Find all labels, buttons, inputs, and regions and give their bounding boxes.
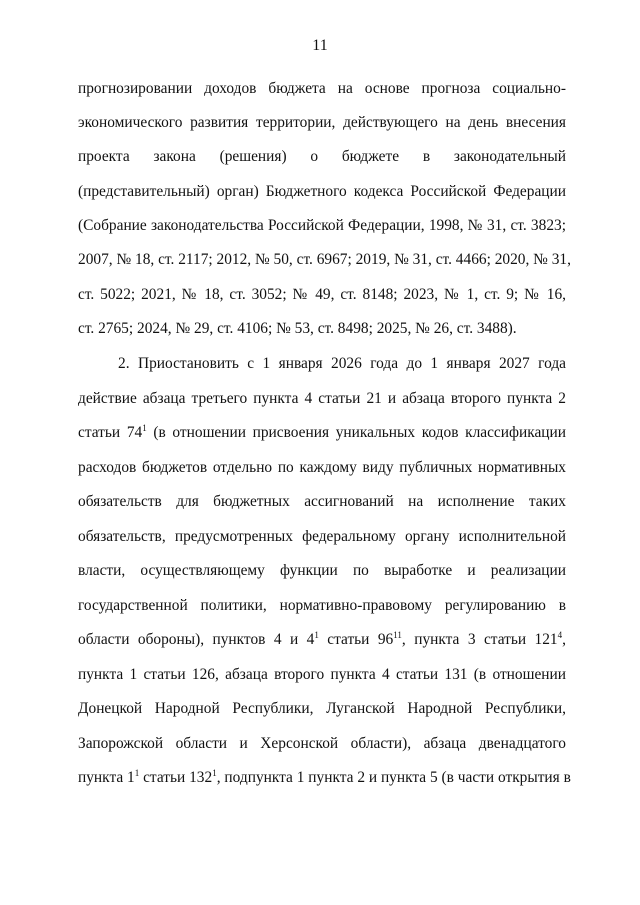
text-fragment: статьи 74 xyxy=(78,424,143,441)
text-fragment: , подпункта 1 пункта 2 и пункта 5 (в части открытия в xyxy=(216,769,571,786)
text-line: Запорожской области и Херсонской области), абзаца двенадцатого xyxy=(78,735,566,752)
text-line: прогнозировании доходов бюджета на основе прогноза социально- xyxy=(78,80,566,97)
text-line: проекта закона (решения) о бюджете в законодательный xyxy=(78,148,566,165)
text-fragment: , пункта 3 статьи 121 xyxy=(401,631,558,648)
text-line: власти, осуществляющему функции по выработке и реализации xyxy=(78,562,566,579)
text-line: 2007, № 18, ст. 2117; 2012, № 50, ст. 6967; 2019, № 31, ст. 4466; 2020, № 31, xyxy=(78,251,571,268)
text-line: пункта 1 статьи 126, абзаца второго пункта 4 статьи 131 (в отношении xyxy=(78,666,566,683)
text-line xyxy=(78,630,566,650)
text-line: обязательств для бюджетных ассигнований на исполнение таких xyxy=(78,493,566,510)
text-fragment: пункта 1 xyxy=(78,769,135,786)
text-fragment: статьи 132 xyxy=(139,769,213,786)
superscript: 1 xyxy=(314,630,319,640)
text-line: ст. 5022; 2021, № 18, ст. 3052; № 49, ст. 8148; 2023, № 1, ст. 9; № 16, xyxy=(78,286,566,303)
text-line: ст. 2765; 2024, № 29, ст. 4106; № 53, ст. 8498; 2025, № 26, ст. 3488). xyxy=(78,320,517,337)
text-fragment: , xyxy=(562,631,566,648)
text-fragment: области обороны), пунктов 4 и 4 xyxy=(78,631,315,648)
text-line: государственной политики, нормативно-правовому регулированию в xyxy=(78,597,566,614)
page-number: 11 xyxy=(312,37,328,54)
text-fragment: (в отношении присвоения уникальных кодов классификации xyxy=(146,424,566,441)
superscript: 11 xyxy=(393,630,402,640)
text-line: действие абзаца третьего пункта 4 статьи 21 и абзаца второго пункта 2 xyxy=(78,390,566,407)
text-fragment: статьи 96 xyxy=(318,631,394,648)
text-line: (представительный) орган) Бюджетного кодекса Российской Федерации xyxy=(78,183,566,200)
superscript: 1 xyxy=(134,768,140,778)
paragraph-start-line: 2. Приостановить с 1 января 2026 года до 1 января 2027 года xyxy=(118,355,566,372)
superscript: 1 xyxy=(142,423,147,433)
superscript: 1 xyxy=(212,768,217,778)
text-line xyxy=(78,768,571,788)
text-line: расходов бюджетов отдельно по каждому виду публичных нормативных xyxy=(78,459,566,476)
superscript: 4 xyxy=(557,630,563,640)
text-line xyxy=(78,423,566,443)
text-line: Донецкой Народной Республики, Луганской Народной Республики, xyxy=(78,700,566,717)
text-line: (Собрание законодательства Российской Федерации, 1998, № 31, ст. 3823; xyxy=(78,217,566,234)
text-line: экономического развития территории, действующего на день внесения xyxy=(78,114,566,131)
text-line: обязательств, предусмотренных федеральному органу исполнительной xyxy=(78,528,566,545)
